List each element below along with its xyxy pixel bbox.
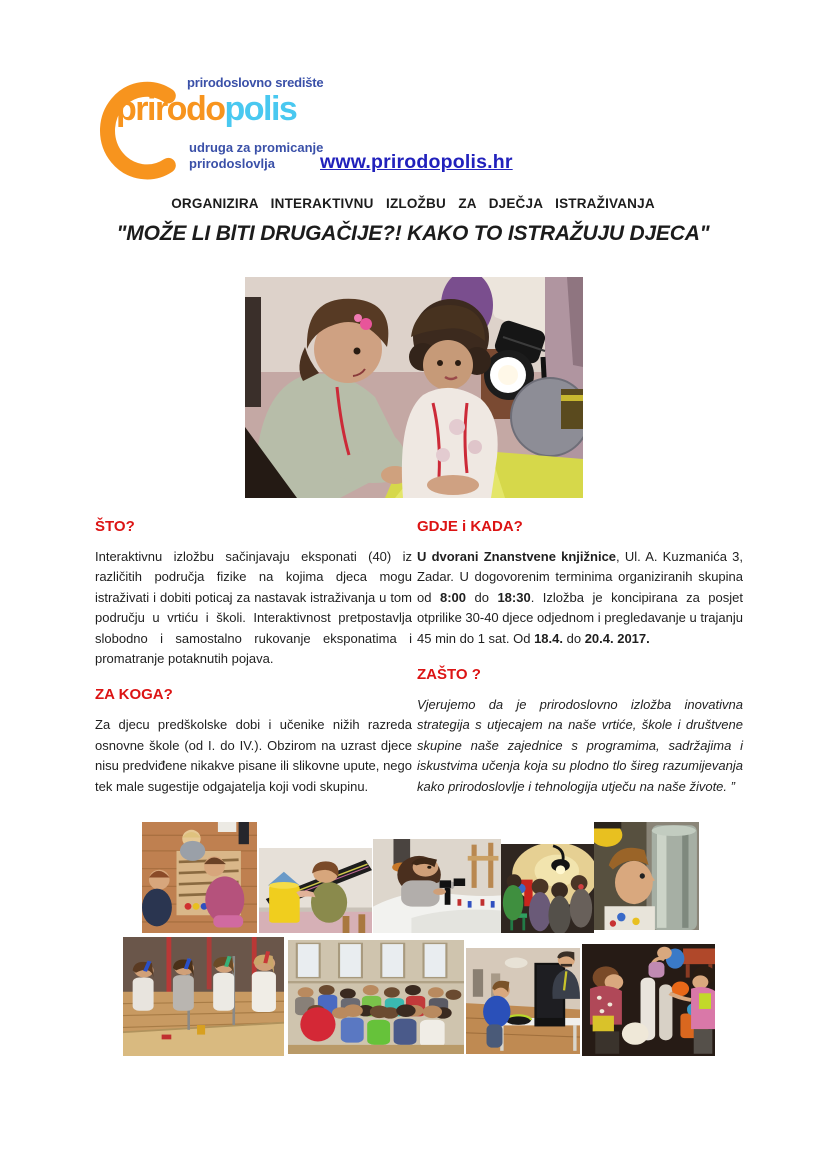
logo-brand <box>116 90 296 129</box>
gallery-photo-2-2 <box>288 940 464 1054</box>
section-heading-where: GDJE i KADA? <box>417 518 523 535</box>
logo-tagline-bottom-line1: udruga za promicanje <box>189 140 324 155</box>
logo <box>95 74 335 188</box>
column-left <box>95 515 412 797</box>
gallery-photo-1-1 <box>142 822 257 933</box>
logo-tagline-bottom-line2: prirodoslovlja <box>189 156 275 171</box>
hero-photo <box>245 277 583 498</box>
gallery-photo-1-3 <box>373 839 501 933</box>
section-heading-why: ZAŠTO ? <box>417 666 481 684</box>
gallery-photo-1-4 <box>501 844 594 933</box>
website-link[interactable]: www.prirodopolis.hr <box>320 151 513 173</box>
headline-organizer: ORGANIZIRA INTERAKTIVNU IZLOŽBU ZA DJEČJA ISTRAŽIVANJA <box>171 196 655 211</box>
logo-brand-part2: polis <box>224 90 297 128</box>
logo-brand-part1: prirodo <box>116 90 225 128</box>
gallery-photo-2-3 <box>466 948 580 1054</box>
logo-tagline-bottom <box>189 140 323 172</box>
gallery-photo-2-1 <box>123 937 284 1056</box>
section-heading-who: ZA KOGA? <box>95 686 173 704</box>
logo-tagline-top: prirodoslovno središte <box>187 75 324 90</box>
gallery-photo-1-5 <box>594 822 699 930</box>
section-body-what: Interaktivnu izložbu sačinjavaju eksponati (40) iz različitih područja fizike na kojima djeca mogu istraživati i dobiti poticaj za nastavak istraživanja u tom području u vrtiću i školi. Interaktivnost pretpostavlja slobodno i samostalno rukovanje eksponatima i promatranje potaknutih pojava. <box>95 549 412 667</box>
headline-exhibition-title: "MOŽE LI BlTI DRUGAČIJE?! KAKO TO ISTRAŽUJU DJECA" <box>116 222 710 245</box>
gallery-photo-2-4 <box>582 944 715 1056</box>
column-right <box>417 515 743 797</box>
section-body-why: Vjerujemo da je prirodoslovno izložba inovativna strategija s utjecajem na naše vrtiće, škole i društvene skupine naše zajednice s programima, sadržajima i iskustvima učenja koja su plodno tlo šireg razumijevanja kako prirodoslovlje i tehnologija utječu na naše živote. ” <box>417 697 743 794</box>
section-body-where: U dvorani Znanstvene knjižnice, Ul. A. Kuzmanića 3, Zadar. U dogovorenim terminima organiziranih skupina od 8:00 do 18:30. Izložba je koncipirana za posjet otprilike 30-40 djece odjednom i pregledavanje u trajanju 45 min do 1 sat. Od 18.4. do 20.4. 2017. <box>417 549 744 646</box>
gallery-photo-1-2 <box>259 848 372 933</box>
section-heading-what: ŠTO? <box>95 518 135 535</box>
section-body-who: Za djecu predškolske dobi i učenike nižih razreda osnovne škole (od I. do IV.). Obzirom na uzrast djece nisu predviđene nikakve pisane ili slikovne upute, nego tek male sugestije odgajatelja koji vodi skupinu. <box>95 717 412 794</box>
